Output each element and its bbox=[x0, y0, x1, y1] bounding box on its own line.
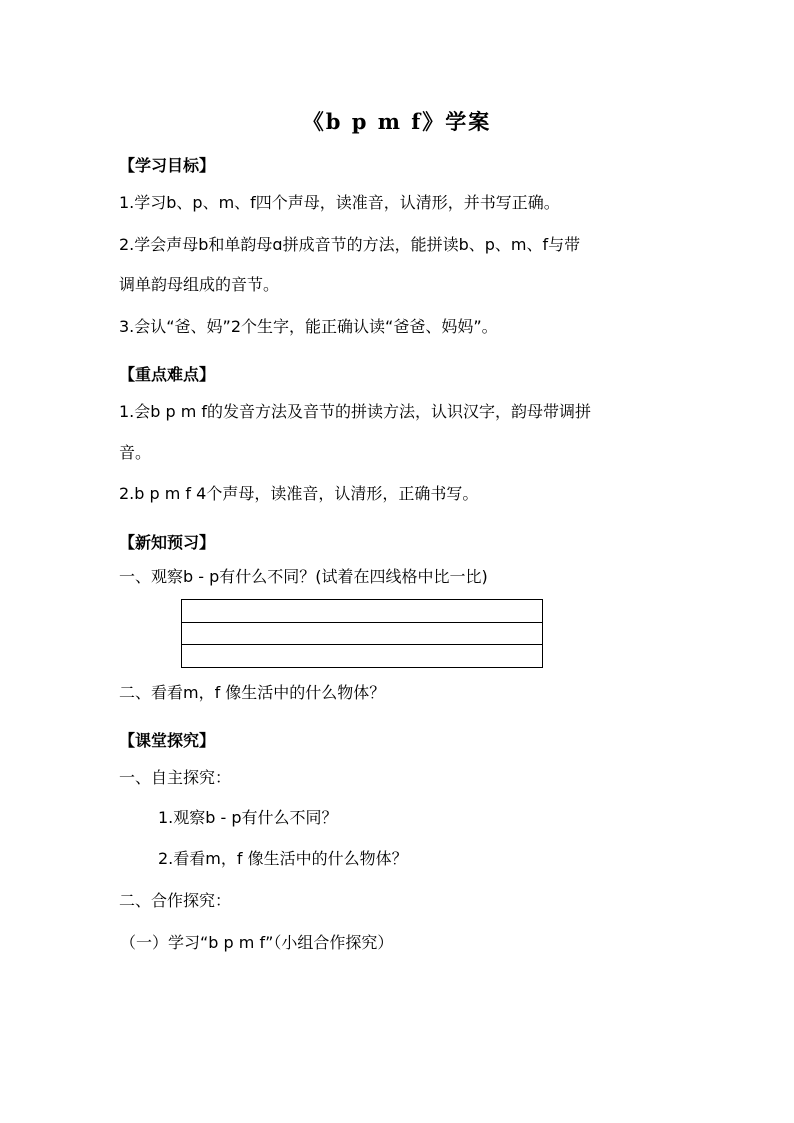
explore-item-1: 1.观察b - p有什么不同？ bbox=[158, 808, 338, 827]
preview-question-1: 一、观察b - p有什么不同？(试着在四线格中比一比) bbox=[119, 567, 488, 586]
page-title: 《b p m f》学案 bbox=[302, 109, 492, 134]
key-point-2: 2.b p m f 4个声母，读准音，认清形，正确书写。 bbox=[119, 484, 479, 503]
explore-part-2: 二、合作探究： bbox=[119, 891, 232, 910]
section-heading-explore: 【课堂探究】 bbox=[119, 731, 216, 750]
goal-item-3: 3.会认“爸、妈”2个生字，能正确认读“爸爸、妈妈”。 bbox=[119, 317, 498, 336]
four-line-grid bbox=[181, 599, 543, 668]
key-point-1-cont: 音。 bbox=[119, 443, 152, 462]
goal-item-1: 1.学习b、p、m、f四个声母，读准音，认清形，并书写正确。 bbox=[119, 193, 560, 212]
section-heading-preview: 【新知预习】 bbox=[119, 533, 216, 552]
section-heading-goals: 【学习目标】 bbox=[119, 156, 216, 175]
preview-question-2: 二、看看m，f 像生活中的什么物体？ bbox=[119, 683, 386, 702]
section-heading-key-points: 【重点难点】 bbox=[119, 365, 216, 384]
goal-item-2: 2.学会声母b和单韵母ɑ拼成音节的方法，能拼读b、p、m、f与带 bbox=[119, 235, 581, 254]
explore-part-2-sub: （一）学习“b p m f”（小组合作探究） bbox=[120, 933, 394, 952]
key-point-1: 1.会b p m f的发音方法及音节的拼读方法，认识汉字，韵母带调拼 bbox=[119, 402, 592, 421]
goal-item-2-cont: 调单韵母组成的音节。 bbox=[119, 275, 280, 294]
grid-line-2 bbox=[182, 622, 542, 623]
grid-line-3 bbox=[182, 644, 542, 645]
explore-part-1: 一、自主探究： bbox=[119, 768, 232, 787]
explore-item-2: 2.看看m，f 像生活中的什么物体？ bbox=[158, 849, 408, 868]
